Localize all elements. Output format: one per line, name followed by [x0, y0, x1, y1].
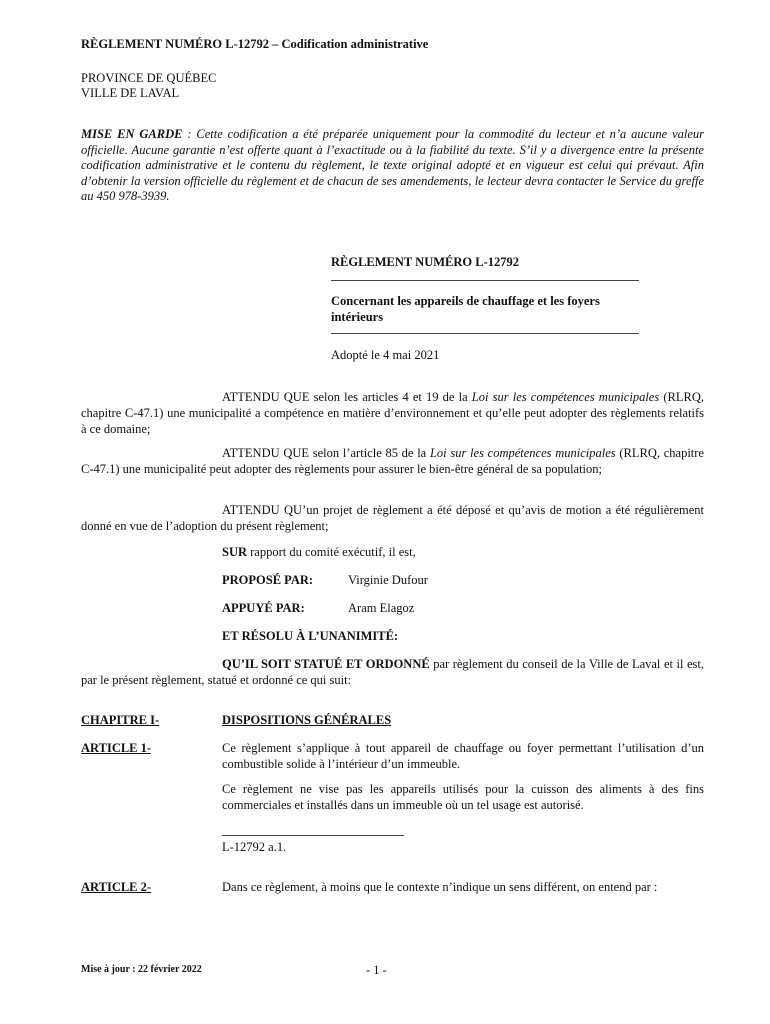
sur-text: rapport du comité exécutif, il est, — [247, 545, 416, 559]
law-title: Loi sur les compétences municipales — [429, 446, 616, 460]
chapitre-title: DISPOSITIONS GÉNÉRALES — [222, 713, 392, 727]
warning-text: : Cette codification a été préparée uniquement pour la commodité du lecteur et n’a aucune valeur officielle. Aucune garantie n’est offerte quant à l’exactitude ou à la fiabilité du texte. S’il y a divergence entre la présente codification administrative et le contenu du règlement, le texte original adopté et en vigueur est celui qui prévaut. Afin d’obtenir la version officielle du règlement et de chacun de ses amendements, le lecteur devra contacter le Service du greffe au 450 978-3939. — [81, 127, 704, 204]
preamble-2-text-a: ATTENDU QUE selon l’article 85 de la — [222, 446, 430, 460]
sur-label: SUR — [222, 545, 248, 559]
province-label: PROVINCE DE QUÉBEC — [81, 71, 217, 85]
page-number: - 1 - — [366, 963, 387, 977]
propose-label: PROPOSÉ PAR: — [222, 573, 314, 587]
preamble-paragraph-2 — [81, 446, 704, 478]
divider — [331, 333, 639, 334]
resolu-line: ET RÉSOLU À L’UNANIMITÉ: — [222, 629, 399, 643]
sur-line — [222, 545, 416, 560]
reglement-subject: Concernant les appareils de chauffage et les foyers intérieurs — [331, 294, 600, 324]
article-2-label: ARTICLE 2- — [81, 880, 152, 894]
statue-text: par règlement du conseil de la Ville de Laval et il est, par le présent règlement, statué et ordonné ce qui suit: — [81, 657, 704, 687]
appuye-name: Aram Elagoz — [348, 601, 415, 615]
divider — [331, 280, 639, 281]
statue-paragraph — [81, 657, 704, 689]
adoption-date: Adopté le 4 mai 2021 — [331, 348, 440, 362]
article-1-paragraph-2: Ce règlement ne vise pas les appareils utilisés pour la cuisson des aliments à des fins commerciales et installés dans un immeuble où un tel usage est autorisé. — [222, 782, 704, 812]
preamble-1-text-b: (RLRQ, chapitre C-47.1) une municipalité a compétence en matière d’environnement et qu’elle peut adopter des règlements relatifs à ce domaine; — [81, 390, 704, 436]
reglement-number: RÈGLEMENT NUMÉRO L-12792 — [331, 255, 519, 269]
footer-update-date: Mise à jour : 22 février 2022 — [81, 964, 202, 975]
article-1-label: ARTICLE 1- — [81, 741, 152, 755]
preamble-paragraph-1 — [81, 390, 704, 437]
law-title: Loi sur les compétences municipales — [471, 390, 660, 404]
ville-label: VILLE DE LAVAL — [81, 86, 180, 100]
preamble-paragraph-3: ATTENDU QU’un projet de règlement a été déposé et qu’avis de motion a été régulièrement donné en vue de l’adoption du présent règlement; — [81, 503, 704, 533]
preamble-2-text-b: (RLRQ, chapitre C-47.1) une municipalité peut adopter des règlements pour assurer le bien-être général de sa population; — [81, 446, 704, 476]
preamble-1-text-a: ATTENDU QUE selon les articles 4 et 19 de la — [222, 390, 472, 404]
article-2-paragraph-1: Dans ce règlement, à moins que le contexte n’indique un sens différent, on entend par : — [222, 880, 658, 894]
warning-paragraph — [81, 127, 704, 205]
document-header-title: RÈGLEMENT NUMÉRO L-12792 – Codification administrative — [81, 37, 429, 51]
article-1-paragraph-1: Ce règlement s’applique à tout appareil de chauffage ou foyer permettant l’utilisation d’un combustible solide à l’intérieur d’un immeuble. — [222, 741, 704, 771]
chapitre-label: CHAPITRE I- — [81, 713, 160, 727]
divider — [222, 835, 404, 836]
appuye-label: APPUYÉ PAR: — [222, 601, 305, 615]
propose-name: Virginie Dufour — [348, 573, 428, 587]
statue-label: QU’IL SOIT STATUÉ ET ORDONNÉ — [222, 657, 430, 671]
article-1-reference: L-12792 a.1. — [222, 840, 287, 854]
warning-label: MISE EN GARDE — [81, 127, 183, 141]
